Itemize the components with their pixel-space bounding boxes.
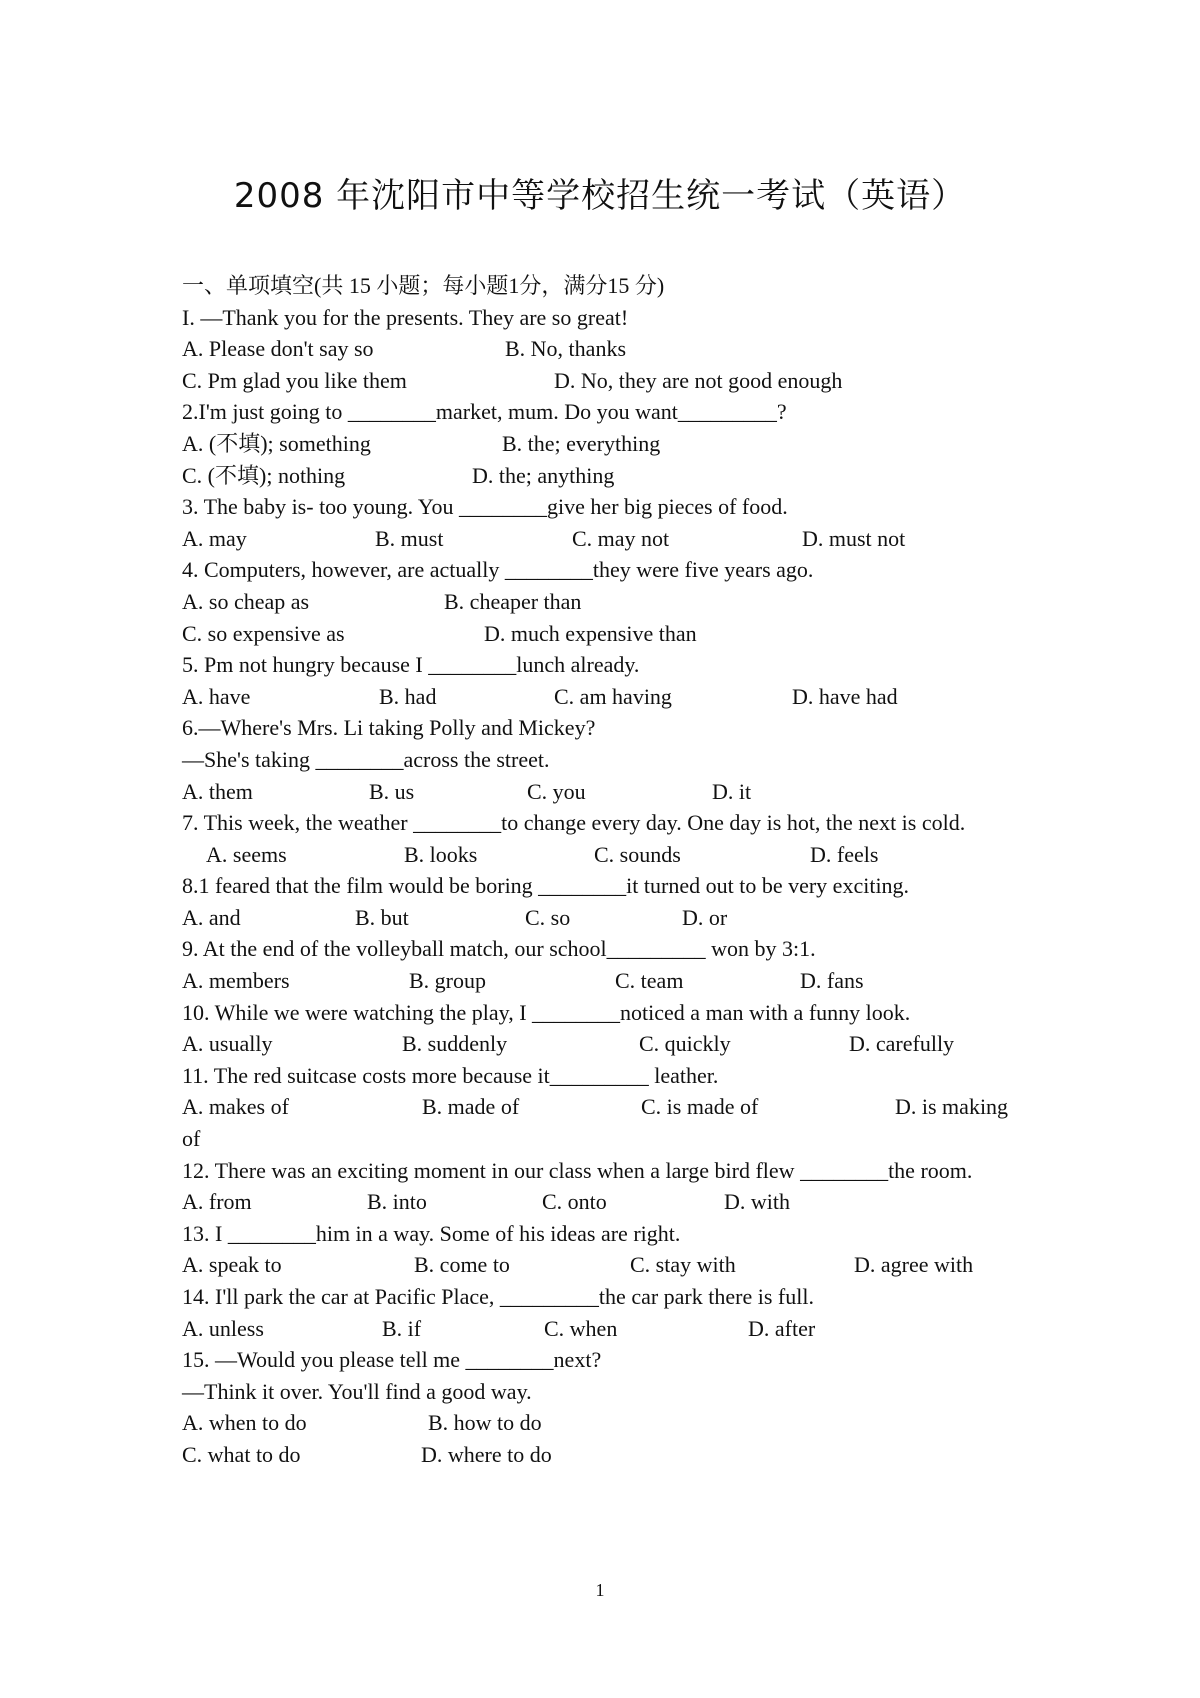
question-15-stem-2: —Think it over. You'll find a good way. bbox=[182, 1378, 532, 1404]
q12-option-b: B. into bbox=[367, 1189, 427, 1215]
q10-option-b: B. suddenly bbox=[402, 1031, 508, 1057]
q3-option-a: A. may bbox=[182, 525, 247, 551]
q11-option-b: B. made of bbox=[422, 1094, 520, 1120]
q5-option-c: C. am having bbox=[554, 683, 672, 709]
q5-option-d: D. have had bbox=[792, 683, 898, 709]
q7-option-c: C. sounds bbox=[594, 841, 681, 867]
q7-option-a: A. seems bbox=[206, 841, 287, 867]
q15-option-c: C. what to do bbox=[182, 1441, 301, 1467]
q6-option-c: C. you bbox=[527, 778, 586, 804]
q7-option-b: B. looks bbox=[404, 841, 478, 867]
question-5-stem: 5. Pm not hungry because I ________lunch already. bbox=[182, 652, 640, 678]
q2-option-b: B. the; everything bbox=[502, 430, 661, 456]
question-14-stem: 14. I'll park the car at Pacific Place, _________the car park there is full. bbox=[182, 1284, 814, 1309]
q13-option-d: D. agree with bbox=[854, 1252, 974, 1278]
q11-option-c: C. is made of bbox=[641, 1094, 759, 1120]
q11-option-d: D. is making bbox=[895, 1094, 1009, 1120]
q7-option-d: D. feels bbox=[810, 841, 879, 867]
page-number: 1 bbox=[595, 1580, 605, 1600]
q8-option-b: B. but bbox=[355, 904, 409, 930]
q1-option-c: C. Pm glad you like them bbox=[182, 367, 407, 393]
question-3-stem: 3. The baby is- too young. You ________give her big pieces of food. bbox=[182, 494, 788, 520]
q8-option-c: C. so bbox=[525, 904, 571, 930]
q9-option-c: C. team bbox=[615, 968, 684, 994]
q13-option-b: B. come to bbox=[414, 1252, 510, 1278]
question-12-stem: 12. There was an exciting moment in our class when a large bird flew ________the room. bbox=[182, 1157, 973, 1183]
q6-option-d: D. it bbox=[712, 778, 752, 804]
q1-option-a: A. Please don't say so bbox=[182, 336, 374, 362]
q13-option-a: A. speak to bbox=[182, 1252, 282, 1278]
q6-option-a: A. them bbox=[182, 778, 253, 804]
question-7-stem: 7. This week, the weather ________to change every day. One day is hot, the next is cold. bbox=[182, 810, 966, 836]
q4-option-d: D. much expensive than bbox=[484, 620, 697, 646]
q3-option-b: B. must bbox=[375, 525, 444, 551]
question-2-stem: 2.I'm just going to ________market, mum. Do you want_________? bbox=[182, 399, 787, 425]
q8-option-d: D. or bbox=[682, 904, 728, 930]
section-heading: 一、单项填空(共 15 小题；每小题1分，满分15 分) bbox=[182, 273, 665, 298]
q15-option-b: B. how to do bbox=[428, 1410, 542, 1436]
question-10-stem: 10. While we were watching the play, I ________noticed a man with a funny look. bbox=[182, 999, 911, 1025]
q10-option-c: C. quickly bbox=[639, 1031, 731, 1057]
q14-option-b: B. if bbox=[382, 1315, 422, 1341]
question-1-stem: I. —Thank you for the presents. They are so great! bbox=[182, 304, 629, 330]
q11-option-d-continued: of bbox=[182, 1126, 201, 1152]
q14-option-a: A. unless bbox=[182, 1315, 264, 1341]
question-section bbox=[182, 270, 1022, 1471]
question-6-stem-2: —She's taking ________across the street. bbox=[182, 746, 550, 772]
q14-option-c: C. when bbox=[544, 1315, 618, 1341]
question-15-stem: 15. —Would you please tell me ________next? bbox=[182, 1347, 602, 1373]
question-4-stem: 4. Computers, however, are actually ________they were five years ago. bbox=[182, 557, 814, 583]
q2-option-d: D. the; anything bbox=[472, 462, 615, 488]
q5-option-b: B. had bbox=[379, 683, 437, 709]
q5-option-a: A. have bbox=[182, 683, 251, 709]
q2-option-c: C. (不填); nothing bbox=[182, 462, 346, 488]
q12-option-a: A. from bbox=[182, 1189, 252, 1215]
q12-option-d: D. with bbox=[724, 1189, 790, 1215]
q4-option-c: C. so expensive as bbox=[182, 620, 345, 646]
page-title: 2008 年沈阳市中等学校招生统一考试（英语） bbox=[233, 176, 967, 216]
q8-option-a: A. and bbox=[182, 904, 241, 930]
q2-option-a: A. (不填); something bbox=[182, 430, 371, 456]
q13-option-c: C. stay with bbox=[630, 1252, 736, 1278]
q3-option-d: D. must not bbox=[802, 525, 906, 551]
question-8-stem: 8.1 feared that the film would be boring ________it turned out to be very exciting. bbox=[182, 873, 910, 899]
q1-option-b: B. No, thanks bbox=[505, 336, 626, 362]
q11-option-a: A. makes of bbox=[182, 1094, 289, 1120]
q15-option-d: D. where to do bbox=[421, 1441, 552, 1467]
question-11-stem: 11. The red suitcase costs more because it_________ leather. bbox=[182, 1062, 719, 1088]
q1-option-d: D. No, they are not good enough bbox=[554, 367, 843, 393]
q9-option-d: D. fans bbox=[800, 968, 864, 994]
q9-option-b: B. group bbox=[409, 968, 486, 994]
question-6-stem: 6.—Where's Mrs. Li taking Polly and Mickey? bbox=[182, 715, 596, 741]
q9-option-a: A. members bbox=[182, 968, 290, 994]
q12-option-c: C. onto bbox=[542, 1189, 607, 1215]
q6-option-b: B. us bbox=[369, 778, 415, 804]
q4-option-a: A. so cheap as bbox=[182, 588, 310, 614]
q14-option-d: D. after bbox=[748, 1315, 816, 1341]
q4-option-b: B. cheaper than bbox=[444, 588, 582, 614]
question-9-stem: 9. At the end of the volleyball match, our school_________ won by 3:1. bbox=[182, 936, 816, 962]
q10-option-d: D. carefully bbox=[849, 1031, 955, 1057]
question-13-stem: 13. I ________him in a way. Some of his ideas are right. bbox=[182, 1220, 681, 1246]
q10-option-a: A. usually bbox=[182, 1031, 273, 1057]
q3-option-c: C. may not bbox=[572, 525, 670, 551]
q15-option-a: A. when to do bbox=[182, 1410, 307, 1436]
